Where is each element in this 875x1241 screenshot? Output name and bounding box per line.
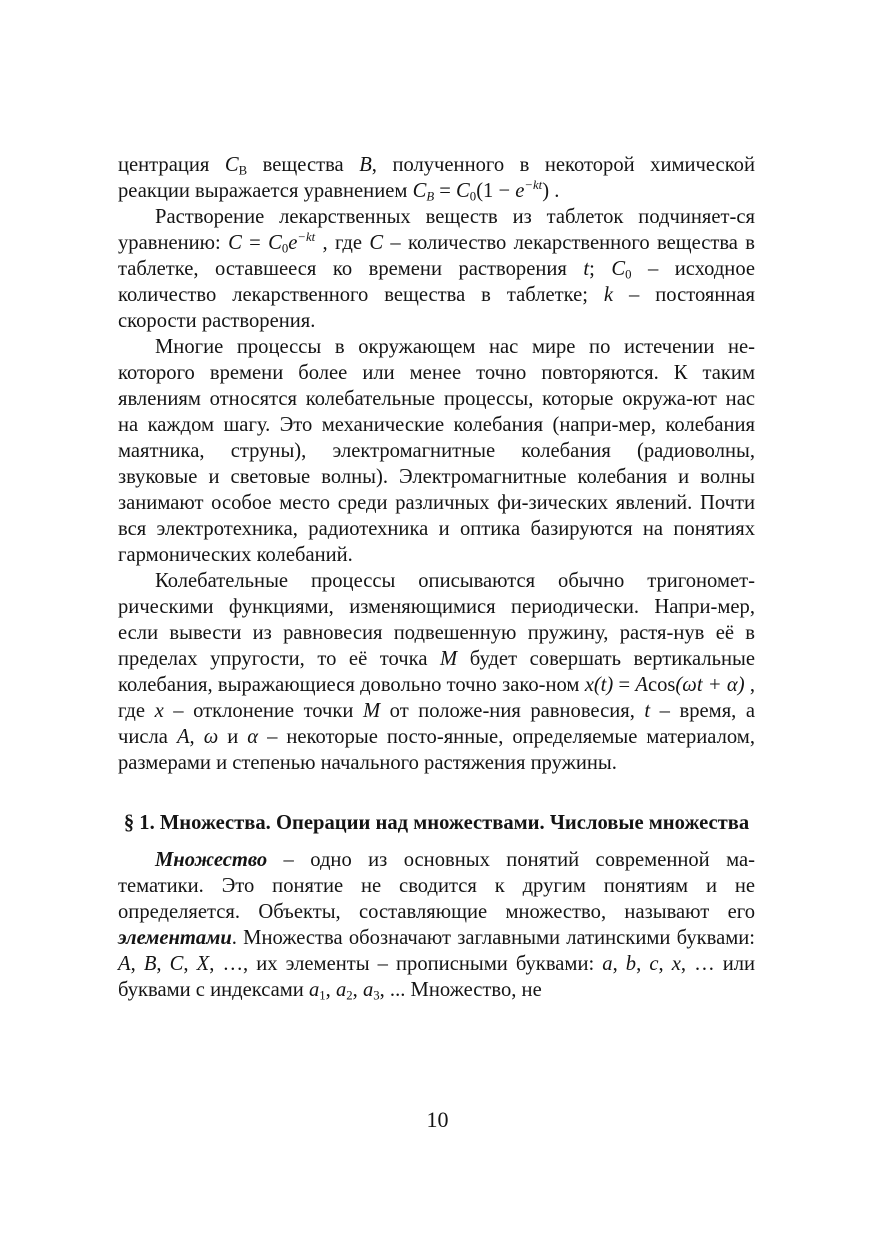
- text-run: – время, а числа: [118, 700, 755, 748]
- formula-part: x(t): [584, 674, 614, 696]
- var-low: c: [649, 953, 659, 975]
- text-run: , где: [118, 674, 755, 722]
- var-indexed: a: [308, 979, 320, 1001]
- text-run: – постоянная скорости растворения.: [118, 284, 755, 332]
- text-run: Растворение лекарственных веществ из таблеток подчиняет-ся уравнению:: [118, 206, 755, 254]
- var-t: t: [583, 258, 590, 280]
- var-a: A: [176, 726, 190, 748]
- section-heading: § 1. Множества. Операции над множествами. Числовые множества: [123, 812, 750, 834]
- var-m: M: [362, 700, 381, 722]
- paragraph-chemical-reaction: [118, 152, 755, 204]
- text-run: – одно из основных понятий современной ма-тематики. Это понятие не сводится к другим понятиям и не определяется. Объекты, составляющие множество, называют его: [118, 849, 755, 923]
- subscript: 1: [319, 988, 326, 1003]
- var-m: M: [440, 648, 458, 670]
- subscript: 0: [625, 267, 632, 282]
- var-b: B: [359, 154, 372, 176]
- text-run: – количество лекарственного вещества в таблетке, оставшееся ко времени растворения: [118, 232, 755, 280]
- text-run: будет совершать вертикальные колебания, выражающиеся довольно точно зако-ном: [118, 648, 755, 696]
- var-c0: C: [611, 258, 626, 280]
- formula-sup: −kt: [297, 230, 316, 245]
- formula-part: A: [635, 674, 648, 696]
- paragraph-spring: [118, 568, 755, 776]
- formula-concentration: [413, 180, 550, 202]
- text-run: , … или буквами с индексами: [118, 953, 756, 1001]
- formula-part: C: [412, 180, 427, 202]
- text-run: . Множества обозначают заглавными латинскими буквами:: [231, 927, 755, 949]
- formula-part: (ωt + α): [675, 674, 745, 696]
- term-set: Множество: [155, 849, 268, 871]
- text-run: от положе-ния равновесия,: [380, 700, 645, 722]
- var-cap: B: [143, 953, 157, 975]
- text-run: , …, их элементы – прописными буквами:: [209, 953, 603, 975]
- formula-part: =: [434, 180, 457, 202]
- page-text: [118, 152, 755, 1003]
- text-run: – некоторые посто-янные, определяемые материалом, размерами и степенью начального растяжения пружины.: [118, 726, 755, 774]
- text-run: , полученного в некоторой химической реакции выражается уравнением: [118, 154, 755, 202]
- text-run: , ... Множество, не: [379, 979, 542, 1001]
- page-number: 10: [426, 1107, 449, 1132]
- paragraph-dissolution: [118, 204, 755, 334]
- term-elements: элементами: [118, 927, 232, 949]
- formula-part: (1 −: [476, 180, 516, 202]
- var-indexed: a: [362, 979, 374, 1001]
- formula-part: C: [228, 232, 242, 254]
- var-cap: X: [196, 953, 210, 975]
- text-run: вещества: [247, 154, 360, 176]
- subscript: 3: [373, 988, 380, 1003]
- var-low: b: [625, 953, 637, 975]
- formula-part: cos: [647, 674, 676, 696]
- formula-part: e: [288, 232, 298, 254]
- formula-part: =: [613, 674, 636, 696]
- text-run: – отклонение точки: [163, 700, 363, 722]
- var-omega: ω: [203, 726, 219, 748]
- text-run: .: [549, 180, 560, 202]
- formula-sup: −kt: [524, 178, 543, 193]
- var-indexed: a: [335, 979, 347, 1001]
- text-run: , где: [315, 232, 370, 254]
- text-run: ;: [589, 258, 612, 280]
- var-c: C: [369, 232, 384, 254]
- subscript: 2: [346, 988, 353, 1003]
- paragraph-oscillations: Многие процессы в окружающем нас мире по истечении не-которого времени более или менее точно повторяются. К таким явлениям относятся колебательные процессы, которые окружа-ют нас на каждом шагу. Это механические колебания (напри-мер, колебания маятника, струны), электромагнитные колебания (радиоволны, звуковые и световые волны). Электромагнитные колебания и волны занимают особое место среди различных фи-зических явлений. Почти вся электротехника, радиотехника и оптика базируются на понятиях гармонических колебаний.: [118, 336, 755, 566]
- subscript: B: [238, 163, 248, 178]
- formula-harmonic: [585, 674, 745, 696]
- formula-part: =: [241, 232, 269, 254]
- paragraph-set-definition: Множество – одно из основных понятий современной ма-тематики. Это понятие не сводится к другим понятиям и не определяется. Объекты, составляющие множество, называют его элементами. Множества обозначают заглавными латинскими буквами: A, B, C, X, …, их элементы – прописными буквами: a, b, c, x, … или буквами с индексами $a_1$, $a_2$, $a_3$, ... Множество, не: [118, 849, 756, 1003]
- formula-sub: 0: [281, 241, 289, 256]
- formula-part: e: [515, 180, 525, 202]
- var-t: t: [644, 700, 651, 722]
- formula-dissolution: [228, 232, 315, 254]
- text-run: ,: [189, 726, 204, 748]
- var-low: x: [671, 953, 681, 975]
- var-alpha: α: [247, 726, 259, 748]
- formula-part: ): [542, 180, 550, 202]
- text-run: центрация: [118, 154, 225, 176]
- var-low: a: [602, 953, 613, 975]
- formula-part: C: [268, 232, 282, 254]
- var-cap: C: [169, 953, 184, 975]
- formula-sub: 0: [469, 189, 477, 204]
- var-cap: A: [118, 953, 131, 975]
- text-run: и: [218, 726, 248, 748]
- text-run: Колебательные процессы описываются обычно тригономет-рическими функциями, изменяющимися периодически. Напри-мер, если вывести из равновесия подвешенную пружину, растя-нув её в пределах упругости, то её точка: [118, 570, 755, 670]
- var-c: C: [224, 154, 239, 176]
- var-k: k: [603, 284, 614, 306]
- formula-sub: B: [426, 189, 435, 204]
- formula-part: C: [456, 180, 470, 202]
- var-x: x: [154, 700, 164, 722]
- text-run: – исходное количество лекарственного вещества в таблетке;: [118, 258, 756, 306]
